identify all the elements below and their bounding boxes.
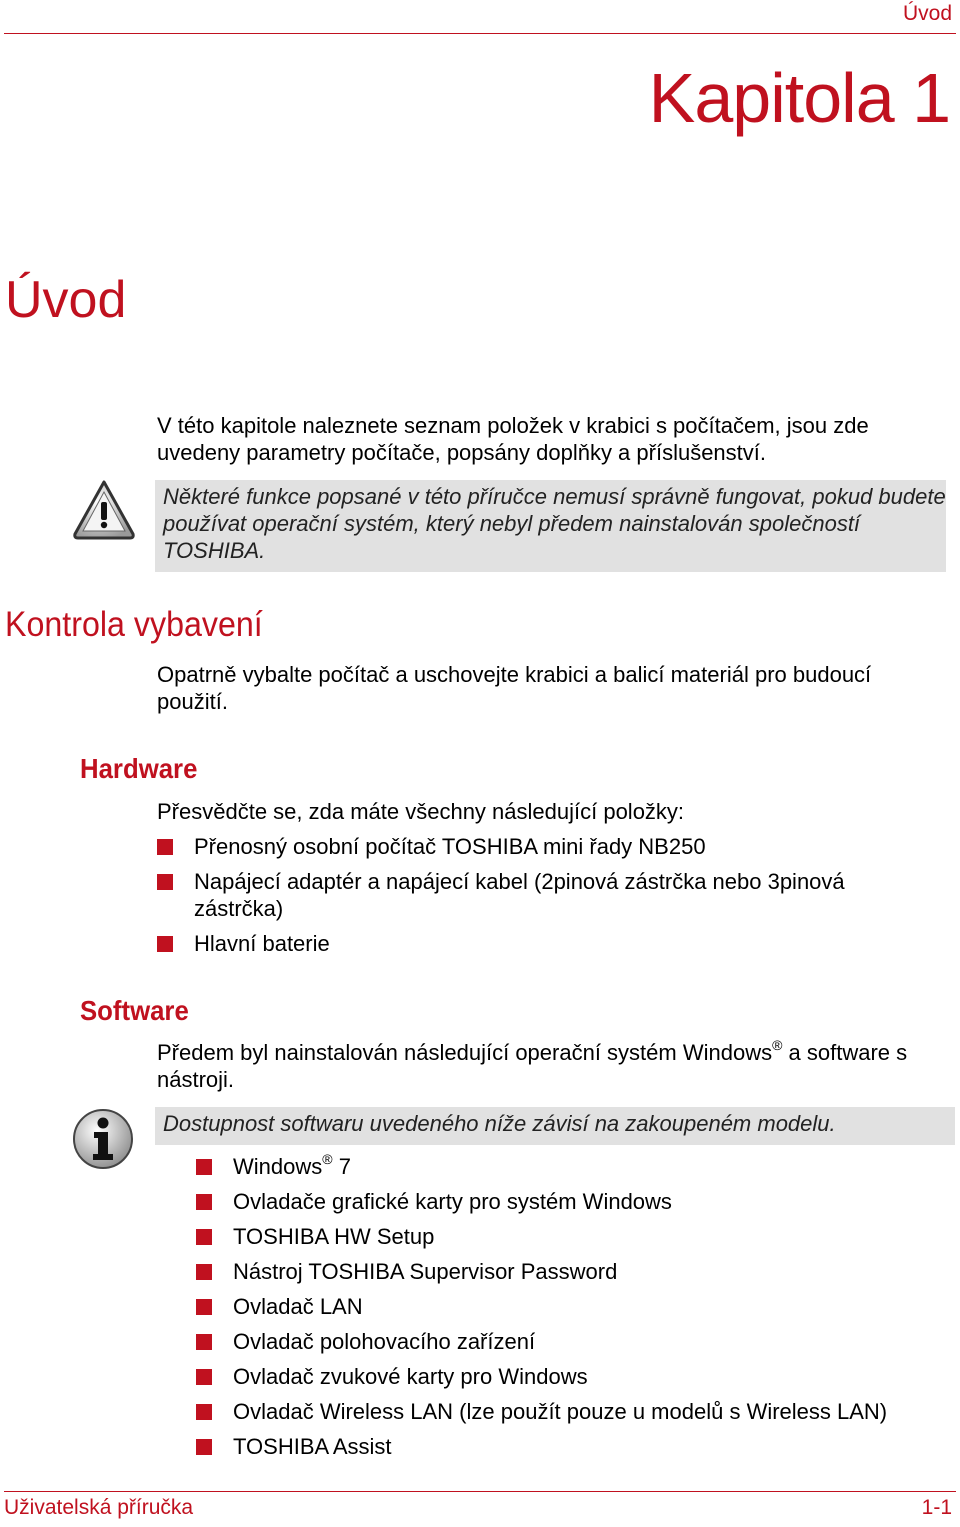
info-icon [72, 1108, 134, 1170]
software-list [196, 1150, 956, 1468]
page-number: 1-1 [921, 1496, 952, 1519]
list-item: Ovladač polohovacího zařízení [196, 1328, 956, 1363]
running-header: Úvod [902, 2, 952, 25]
warning-icon [72, 478, 136, 542]
bullet-icon [196, 1264, 212, 1280]
list-item: TOSHIBA HW Setup [196, 1223, 956, 1258]
bullet-icon [196, 1439, 212, 1455]
list-item: Ovladač zvukové karty pro Windows [196, 1363, 956, 1398]
software-intro: Předem byl nainstalován následující operační systém Windows® a software s nástroji. [157, 1036, 908, 1092]
bullet-icon [196, 1299, 212, 1315]
list-item: Windows® 7 [196, 1153, 956, 1188]
kontrola-text: Opatrně vybalte počítač a uschovejte krabici a balicí materiál pro budoucí použití. [157, 662, 872, 714]
info-note: Dostupnost softwaru uvedeného níže závisí na zakoupeném modelu. [155, 1107, 955, 1145]
section-title: Úvod [5, 271, 127, 329]
bullet-icon [196, 1404, 212, 1420]
bullet-icon [196, 1159, 212, 1175]
list-item: Ovladače grafické karty pro systém Windows [196, 1188, 956, 1223]
intro-paragraph: V této kapitole naleznete seznam položek v krabici s počítačem, jsou zde uvedeny parametry počítače, popsány doplňky a příslušenství. [157, 413, 869, 465]
list-item: Hlavní baterie [157, 930, 927, 957]
list-item: TOSHIBA Assist [196, 1433, 956, 1468]
footer-rule [4, 1491, 956, 1492]
bullet-icon [196, 1334, 212, 1350]
kontrola-title: Kontrola vybavení [5, 605, 263, 644]
bullet-icon [157, 936, 173, 952]
list-item: Nástroj TOSHIBA Supervisor Password [196, 1258, 956, 1293]
list-item: Ovladač Wireless LAN (lze použít pouze u modelů s Wireless LAN) [196, 1398, 956, 1433]
bullet-icon [157, 839, 173, 855]
chapter-title: Kapitola 1 [648, 59, 950, 137]
list-item: Ovladač LAN [196, 1293, 956, 1328]
bullet-icon [196, 1369, 212, 1385]
hardware-list [157, 833, 927, 957]
header-rule [4, 33, 956, 34]
software-title: Software [80, 995, 189, 1026]
hardware-title: Hardware [80, 753, 198, 784]
footer-title: Uživatelská příručka [4, 1496, 194, 1519]
bullet-icon [157, 874, 173, 890]
bullet-icon [196, 1229, 212, 1245]
list-item: Přenosný osobní počítač TOSHIBA mini řady NB250 [157, 833, 927, 860]
bullet-icon [196, 1194, 212, 1210]
list-item: Napájecí adaptér a napájecí kabel (2pinová zástrčka nebo 3pinová zástrčka) [157, 868, 914, 922]
warning-note: Některé funkce popsané v této příručce nemusí správně fungovat, pokud budete používat operační systém, který nebyl předem nainstalován společností TOSHIBA. [155, 480, 946, 572]
hardware-intro: Přesvědčte se, zda máte všechny následující položky: [157, 799, 685, 824]
